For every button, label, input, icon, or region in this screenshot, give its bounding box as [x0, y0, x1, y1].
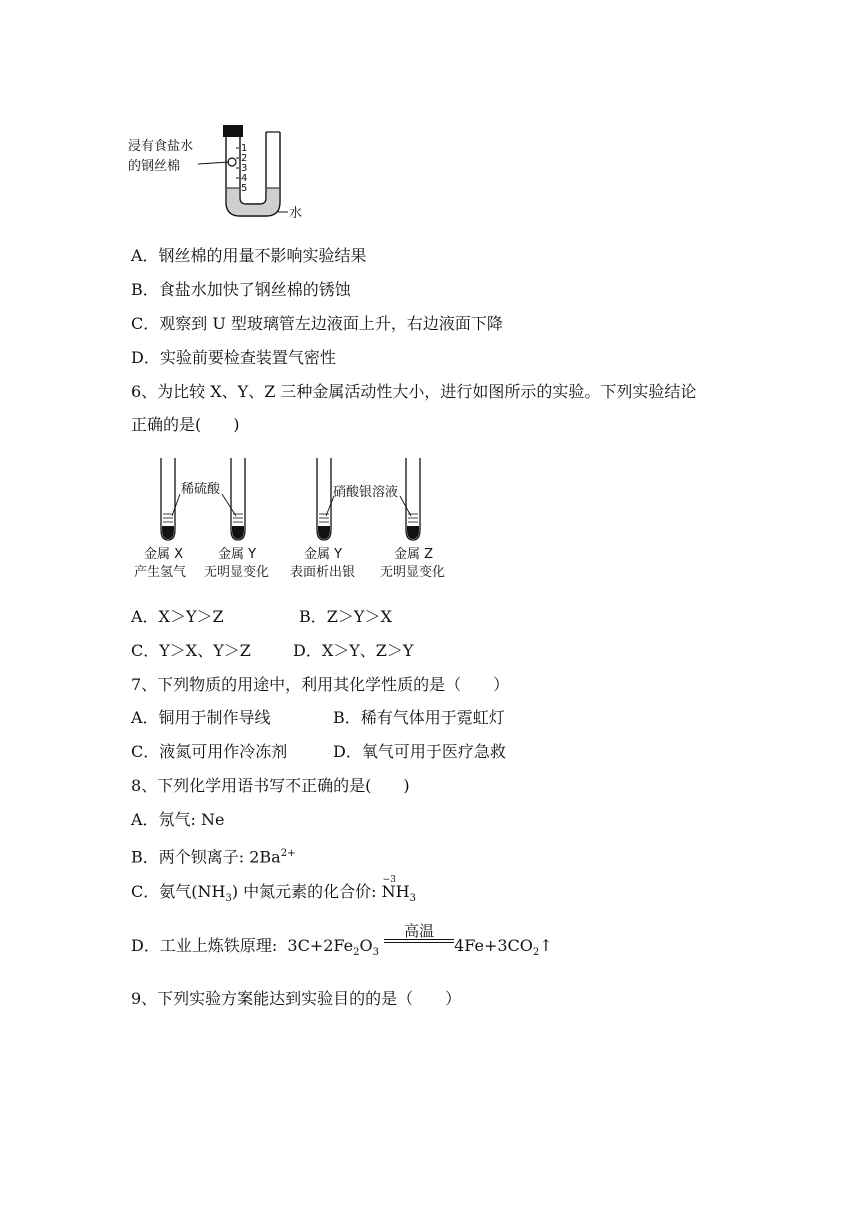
steel-wool — [228, 158, 236, 166]
q8-stem: 8、下列化学用语书写不正确的是( ) — [131, 776, 410, 795]
tube-3-metal: 金属 Y — [304, 547, 343, 562]
q8-option-c — [131, 875, 416, 910]
q5-option-b: B．食盐水加快了钢丝棉的锈蚀 — [131, 280, 351, 299]
q7-stem: 7、下列物质的用途中，利用其化学性质的是（ ） — [131, 675, 510, 694]
test-tubes-figure — [130, 452, 460, 584]
q8-option-b — [131, 843, 295, 868]
steel-wool-label-2: 的钢丝棉 — [128, 159, 181, 174]
scale-3: 3 — [241, 163, 248, 174]
tube-x — [161, 458, 175, 540]
ba-charge: 2+ — [280, 848, 296, 859]
co2-subscript: 2 — [532, 947, 540, 959]
tube-2-result: 无明显变化 — [204, 565, 270, 580]
q9-stem: 9、下列实验方案能达到实验目的的是（ ） — [131, 989, 462, 1008]
q5-option-d: D．实验前要检查装置气密性 — [131, 348, 336, 367]
eq-left: 3C+2Fe — [287, 936, 354, 955]
q7-options-cd — [131, 741, 506, 763]
hydrogen-subscript: 3 — [409, 893, 416, 905]
tube-2-metal: 金属 Y — [218, 547, 257, 562]
steel-wool-label-1: 浸有食盐水 — [128, 139, 194, 154]
hydrogen-symbol: H — [395, 882, 410, 901]
nh3-subscript: 3 — [225, 893, 232, 905]
q6-stem-line2: 正确的是( ) — [131, 415, 240, 434]
o-subscript: 3 — [372, 947, 379, 959]
q8-option-c-mid: ) 中氮元素的化合价: — [231, 882, 377, 901]
q6-options-cd — [131, 640, 413, 662]
q5-option-a: A．钢丝棉的用量不影响实验结果 — [131, 246, 367, 265]
tube-y1 — [231, 458, 245, 540]
scale-1: 1 — [241, 143, 248, 154]
tube-3-result: 表面析出银 — [290, 565, 356, 580]
u-tube-figure — [128, 120, 318, 225]
tube-4-metal: 金属 Z — [394, 547, 434, 562]
fe-subscript: 2 — [353, 947, 360, 959]
q6-stem-line1: 6、为比较 X、Y、Z 三种金属活动性大小，进行如图所示的实验。下列实验结论 — [131, 382, 697, 401]
q6-option-c: C．Y＞X、Y＞Z — [131, 641, 251, 660]
nitrogen-valence — [381, 875, 396, 903]
water-label: 水 — [289, 206, 303, 221]
tube-y2 — [317, 458, 331, 540]
nitrogen-symbol: N — [381, 882, 396, 901]
q6-option-b: B．Z＞Y＞X — [299, 607, 392, 626]
silver-nitrate-label: 硝酸银溶液 — [333, 485, 399, 500]
scale-5: 5 — [241, 183, 248, 194]
q8-option-c-text: C．氨气(NH — [131, 882, 226, 901]
acid-label: 稀硫酸 — [181, 482, 221, 497]
q7-option-a: A．铜用于制作导线 — [131, 708, 271, 727]
oxygen-symbol: O — [359, 936, 373, 955]
q6-options-ab — [131, 606, 392, 628]
tube-z — [406, 458, 420, 540]
tube-4-result: 无明显变化 — [380, 565, 446, 580]
q6-option-a: A．X＞Y＞Z — [131, 607, 224, 626]
q7-option-d: D．氧气可用于医疗急救 — [333, 742, 506, 761]
q8-option-d — [131, 921, 553, 964]
reaction-condition — [384, 923, 454, 943]
q6-option-d: D．X＞Y、Z＞Y — [293, 641, 414, 660]
scale-2: 2 — [241, 153, 248, 164]
q5-option-c: C．观察到 U 型玻璃管左边液面上升，右边液面下降 — [131, 314, 503, 333]
q7-option-c: C．液氮可用作冷冻剂 — [131, 742, 288, 761]
tube-1-result: 产生氢气 — [134, 565, 187, 580]
gas-arrow: ↑ — [539, 936, 553, 955]
condition-text: 高温 — [404, 921, 435, 940]
valence-mark: −3 — [382, 875, 396, 885]
q7-option-b: B．稀有气体用于霓虹灯 — [333, 708, 505, 727]
q8-option-a: A．氖气: Ne — [131, 810, 225, 829]
q8-option-d-text: D．工业上炼铁原理: — [131, 936, 278, 955]
eq-right: 4Fe+3CO — [454, 936, 533, 955]
rubber-stopper — [223, 125, 243, 137]
tube-1-metal: 金属 X — [144, 547, 184, 562]
q7-options-ab — [131, 707, 505, 729]
scale-4: 4 — [241, 173, 248, 184]
q8-option-b-text: B．两个钡离子: 2Ba — [131, 847, 281, 867]
